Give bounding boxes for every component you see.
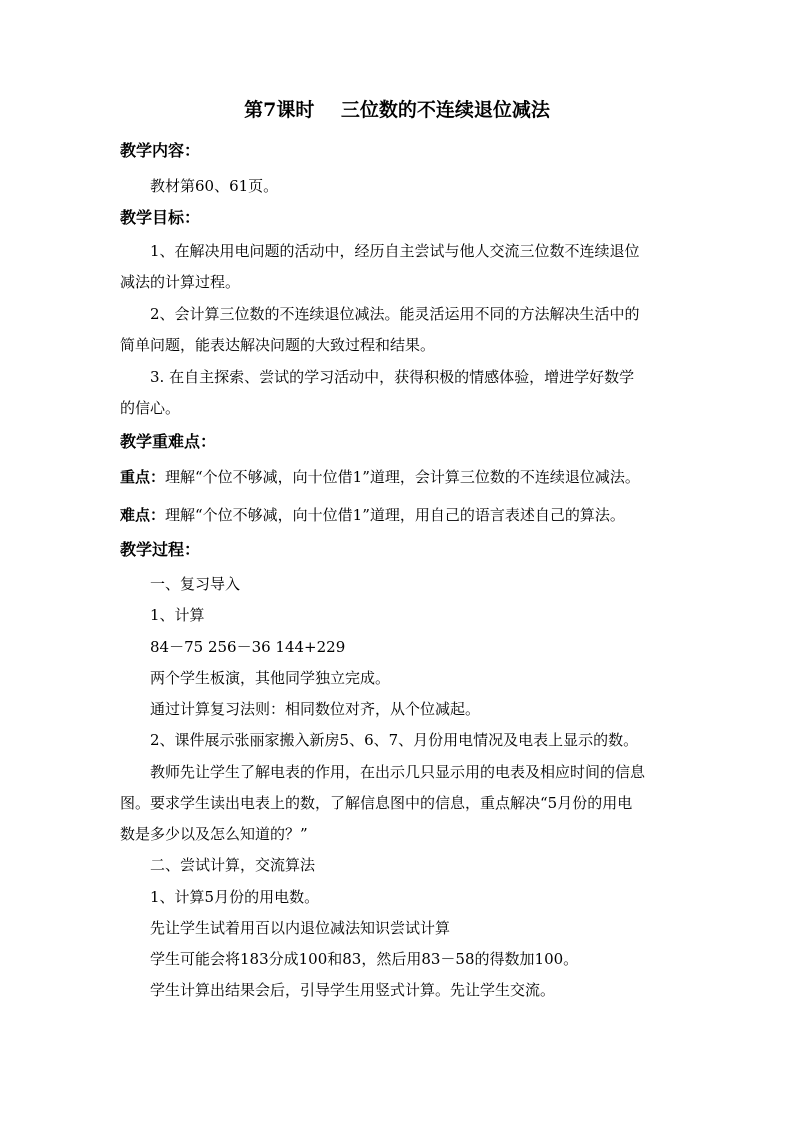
paragraph: 数是多少以及怎么知道的？” xyxy=(120,825,308,843)
paragraph: 图。要求学生读出电表上的数，了解信息图中的信息，重点解决“5月份的用电 xyxy=(120,794,633,812)
key-text: 理解“个位不够减，向十位借1”道理，会计算三位数的不连续退位减法。 xyxy=(165,468,640,486)
paragraph: 二、尝试计算，交流算法 xyxy=(150,856,316,874)
paragraph: 1、计算5月份的用电数。 xyxy=(150,888,320,906)
key-label: 重点： xyxy=(120,468,166,486)
paragraph: 1、在解决用电问题的活动中，经历自主尝试与他人交流三位数不连续退位 xyxy=(150,242,640,260)
paragraph: 3. 在自主探索、尝试的学习活动中，获得积极的情感体验，增进学好数学 xyxy=(150,368,635,386)
paragraph: 减法的计算过程。 xyxy=(120,273,241,291)
heading-process: 教学过程： xyxy=(120,540,201,559)
paragraph: 学生计算出结果会后，引导学生用竖式计算。先让学生交流。 xyxy=(150,981,556,999)
heading-key-points: 教学重难点： xyxy=(120,432,217,451)
key-point-line xyxy=(120,466,680,488)
difficult-text: 理解“个位不够减，向十位借1”道理，用自己的语言表述自己的算法。 xyxy=(165,506,625,524)
difficult-label: 难点： xyxy=(120,506,166,524)
paragraph: 先让学生试着用百以内退位减法知识尝试计算 xyxy=(150,919,451,937)
paragraph: 2、课件展示张丽家搬入新房5、6、7、月份用电情况及电表上显示的数。 xyxy=(150,731,639,749)
paragraph: 的信心。 xyxy=(120,399,181,417)
paragraph: 简单问题，能表达解决问题的大致过程和结果。 xyxy=(120,336,436,354)
heading-goals: 教学目标： xyxy=(120,208,201,227)
paragraph: 2、会计算三位数的不连续退位减法。能灵活运用不同的方法解决生活中的 xyxy=(150,305,640,323)
paragraph: 教材第60、61页。 xyxy=(150,177,279,195)
difficult-point-line xyxy=(120,504,680,526)
paragraph: 教师先让学生了解电表的作用，在出示几只显示用的电表及相应时间的信息 xyxy=(150,763,646,781)
heading-content: 教学内容： xyxy=(120,141,201,160)
paragraph: 两个学生板演，其他同学独立完成。 xyxy=(150,669,391,687)
paragraph: 一、复习导入 xyxy=(150,575,241,593)
paragraph: 84－75 256－36 144+229 xyxy=(150,638,346,656)
paragraph: 1、计算 xyxy=(150,606,205,624)
page-title: 第7课时 三位数的不连续退位减法 xyxy=(244,99,550,121)
paragraph: 学生可能会将183分成100和83，然后用83－58的得数加100。 xyxy=(150,950,579,968)
paragraph: 通过计算复习法则：相同数位对齐，从个位减起。 xyxy=(150,700,481,718)
